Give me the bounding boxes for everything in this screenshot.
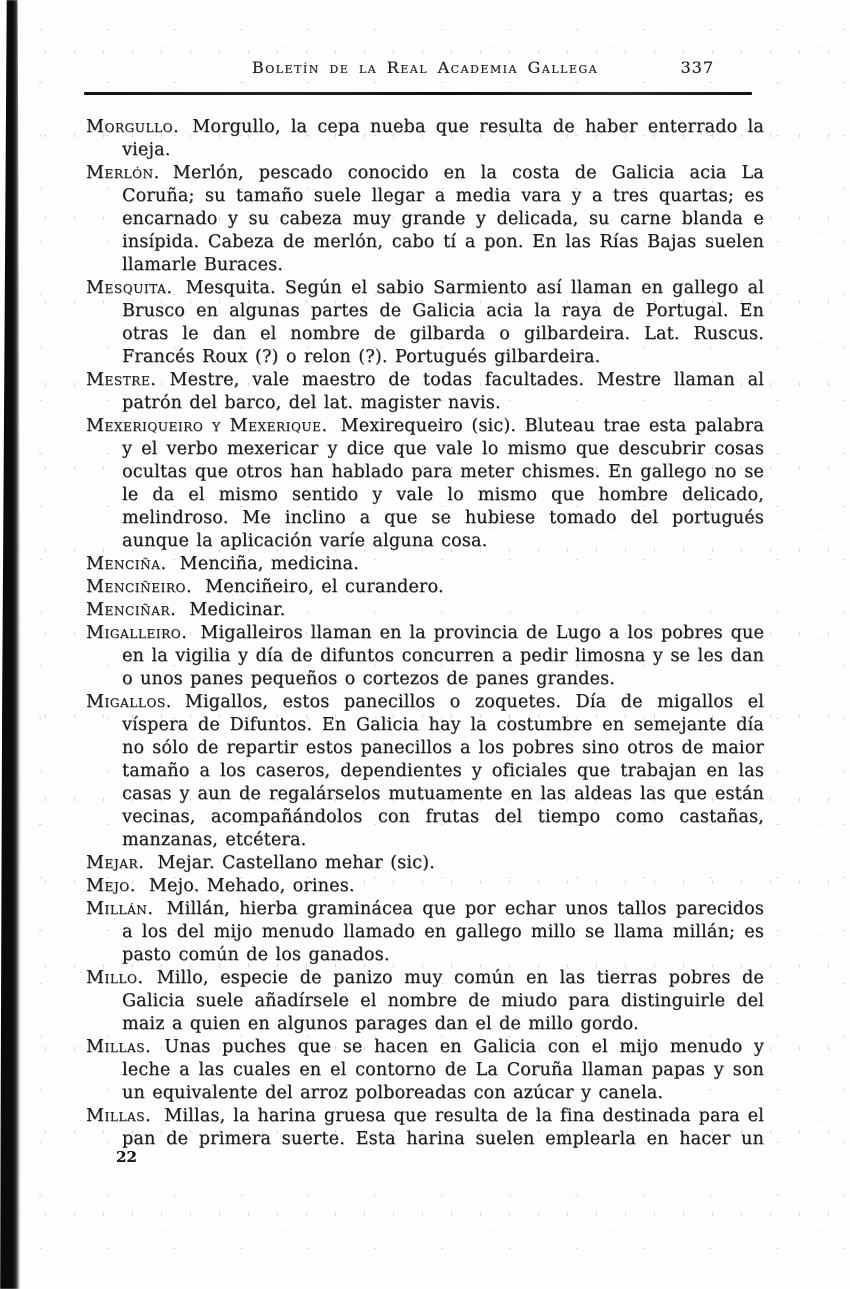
entry-headword: Mejo. — [86, 876, 136, 896]
entry-definition: Unas puches que se hacen en Galicia con el mijo menudo y leche a las cuales en el contorno de La Coruña llaman papas y son un equivalente del arroz polboreadas con azúcar y canela. — [122, 1037, 764, 1103]
entry-definition: Millo, especie de panizo muy común en las tierras pobres de Galicia suele añadírsele el nombre de miudo para distinguirle del maiz a quien en algunos parages dan el de millo gordo. — [122, 968, 764, 1034]
entry-definition: Migalleiros llaman en la provincia de Lugo a los pobres que en la vigilia y día de difuntos concurren a pedir limosna y se les dan o unos panes pequeños o cortezos de panes grandes. — [122, 623, 764, 689]
dictionary-entry — [86, 553, 764, 576]
signature-mark: 22 — [116, 1148, 137, 1166]
dictionary-entry — [86, 1036, 764, 1105]
entry-headword: Millo. — [86, 968, 144, 988]
dictionary-entry — [86, 1105, 764, 1151]
entry-definition: Morgullo, la cepa nueba que resulta de haber enterrado la vieja. — [122, 117, 764, 160]
entry-headword: Millán. — [86, 899, 154, 919]
entry-headword: Migallos. — [86, 692, 172, 712]
dictionary-entry — [86, 116, 764, 162]
entry-definition: Mexirequeiro (sic). Bluteau trae esta palabra y el verbo mexericar y dice que vale lo mismo que descubrir cosas ocultas que otros han hablado para meter chismes. En gallego no se le da el mismo sentido y vale lo mismo que hombre delicado, melindroso. Me inclino a que se hubiese tomado del portugués aunque la aplicación varíe alguna cosa. — [122, 416, 764, 551]
entry-definition: Mestre, vale maestro de todas facultades. Mestre llaman al patrón del barco, del lat. magister navis. — [122, 370, 764, 413]
dictionary-entry — [86, 162, 764, 277]
dictionary-entry — [86, 691, 764, 852]
entry-headword: Menciñar. — [86, 600, 177, 620]
dictionary-entry — [86, 277, 764, 369]
scan-edge-artifact — [0, 0, 21, 1289]
page-number: 337 — [680, 58, 714, 77]
dictionary-entry — [86, 369, 764, 415]
dictionary-entries — [86, 116, 764, 1151]
entry-definition: Mejar. Castellano mehar (sic). — [157, 853, 435, 873]
page-header — [86, 58, 764, 82]
header-rule — [84, 92, 752, 95]
dictionary-entry — [86, 852, 764, 875]
entry-definition: Migallos, estos panecillos o zoquetes. Día de migallos el víspera de Difuntos. En Galicia hay la costumbre en semejante día no sólo de repartir estos panecillos a los pobres sino otros de maior tamaño a los caseros, dependientes y oficiales que trabajan en las casas y aun de regalárselos mutuamente en las aldeas las que están vecinas, acompañándolos con frutas del tiempo como castañas, manzanas, etcétera. — [122, 692, 764, 850]
entry-headword: Mexeriqueiro y Mexerique. — [86, 416, 328, 436]
entry-definition: Menciña, medicina. — [179, 554, 359, 574]
entry-headword: Millas. — [86, 1106, 152, 1126]
entry-headword: Mestre. — [86, 370, 157, 390]
dictionary-entry — [86, 967, 764, 1036]
entry-definition: Merlón, pescado conocido en la costa de Galicia acia La Coruña; su tamaño suele llegar a media vara y a tres quartas; es encarnado y su cabeza muy grande y delicada, su carne blanda e insípida. Cabeza de merlón, cabo tí a pon. En las Rías Bajas suelen llamarle Buraces. — [122, 163, 764, 275]
entry-headword: Millas. — [86, 1037, 152, 1057]
entry-headword: Merlón. — [86, 163, 160, 183]
entry-definition: Millas, la harina gruesa que resulta de la fina destinada para el pan de primera suerte. Esta harina suelen emplearla en hacer un — [122, 1106, 764, 1149]
entry-definition: Millán, hierba graminácea que por echar unos tallos parecidos a los del mijo menudo llamado en gallego millo se llama millán; es pasto común de los ganados. — [122, 899, 764, 965]
entry-headword: Migalleiro. — [86, 623, 188, 643]
entry-definition: Mesquita. Según el sabio Sarmiento así llaman en gallego al Brusco en algunas partes de Galicia acia la raya de Portugal. En otras le dan el nombre de gilbarda o gilbardeira. Lat. Ruscus. Francés Roux (?) o relon (?). Portugués gilbardeira. — [122, 278, 764, 367]
dictionary-entry — [86, 622, 764, 691]
journal-title: Boletín de la Real Academia Gallega — [251, 58, 599, 77]
dictionary-entry — [86, 875, 764, 898]
entry-definition: Medicinar. — [189, 600, 286, 620]
dictionary-entry — [86, 576, 764, 599]
entry-headword: Morgullo. — [86, 117, 180, 137]
entry-headword: Menciña. — [86, 554, 167, 574]
entry-headword: Menciñeiro. — [86, 577, 193, 597]
entry-headword: Mesquita. — [86, 278, 173, 298]
entry-definition: Menciñeiro, el curandero. — [205, 577, 444, 597]
entry-headword: Mejar. — [86, 853, 145, 873]
entry-definition: Mejo. Mehado, orines. — [148, 876, 355, 896]
dictionary-entry — [86, 415, 764, 553]
dictionary-entry — [86, 898, 764, 967]
dictionary-entry — [86, 599, 764, 622]
